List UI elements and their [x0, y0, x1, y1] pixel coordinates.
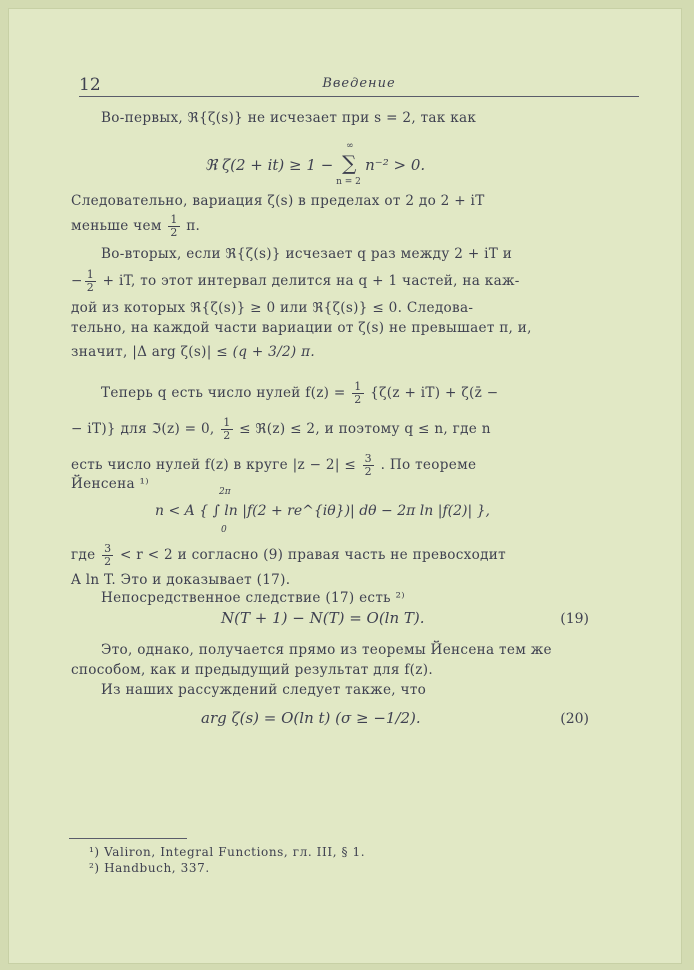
frac-num: 3	[104, 542, 112, 555]
frac-num: 3	[364, 452, 372, 465]
text-span: . По теореме	[380, 457, 477, 473]
text-span: − iT)} для ℑ(z) = 0,	[71, 421, 215, 437]
frac-den: 2	[104, 555, 112, 568]
text-line: Это, однако, получается прямо из теоремы Йенсена тем же	[101, 642, 552, 658]
text-span: есть число нулей f(z) в круге |z − 2| ≤	[71, 457, 357, 473]
text-line	[71, 214, 200, 239]
fraction-three-halves	[102, 543, 113, 568]
sum-lower: n = 2	[336, 177, 361, 187]
frac-den: 2	[86, 281, 95, 294]
equation-number-19: (19)	[560, 611, 589, 627]
text-line: A ln T. Это и доказывает (17).	[71, 572, 291, 588]
equation-number-20: (20)	[560, 711, 589, 727]
frac-num: 1	[223, 416, 231, 429]
page-header	[79, 75, 639, 99]
running-head: Введение	[322, 76, 396, 91]
summation-sign: ∑ ∞ n = 2	[336, 141, 361, 187]
fraction-half	[221, 417, 232, 442]
text-span: Следовательно, вариация ζ(s) в пределах от 2 до 2 + iT	[71, 193, 485, 209]
text-line: − $\frac{1}{2}$ + iT, то этот интервал делится на q + 1 частей, на каж-	[71, 268, 520, 294]
equation-19: N(T + 1) − N(T) = O(ln T).	[221, 609, 425, 627]
integral-upper: 2π	[219, 487, 231, 497]
eq1-tail: n⁻² > 0.	[365, 156, 426, 174]
fraction-half	[352, 381, 363, 406]
page-number: 12	[79, 75, 101, 95]
text-line: Во-первых, ℜ{ζ(s)} не исчезает при s = 2, так как	[101, 110, 477, 126]
text-line	[71, 417, 491, 442]
text-span: значит, |Δ arg ζ(s)| ≤	[71, 344, 228, 360]
integral-lower: 0	[221, 525, 227, 535]
equation-20: arg ζ(s) = O(ln t) (σ ≥ −1/2).	[201, 709, 421, 727]
text-line	[71, 543, 506, 568]
text-span: ≤ ℜ(z) ≤ 2, и поэтому q ≤ n, где n	[239, 421, 491, 437]
frac-num: 1	[354, 380, 362, 393]
jensen-equation	[155, 487, 490, 535]
jensen-body: n < A { ∫ ln |f(2 + re^{iθ})| dθ − 2π ln |f(2)| },	[155, 503, 490, 519]
frac-den: 2	[354, 393, 362, 406]
text-line: Йенсена ¹⁾	[71, 476, 149, 492]
frac-num: 1	[86, 268, 95, 281]
fraction-half	[85, 269, 96, 294]
text-span: π.	[186, 218, 201, 234]
text-line: Из наших рассуждений следует также, что	[101, 682, 427, 698]
eq1-body: ℜ ζ(2 + it) ≥ 1 −	[205, 156, 334, 174]
text-span: + iT, то этот интервал делится на q + 1 частей, на каж-	[102, 273, 520, 289]
text-span: где	[71, 547, 96, 563]
frac-den: 2	[223, 429, 231, 442]
frac-den: 2	[170, 226, 178, 239]
footnote-2: ²) Handbuch, 337.	[89, 861, 210, 875]
text-line: дой из которых ℜ{ζ(s)} ≥ 0 или ℜ{ζ(s)} ≤ 0. Следова-	[71, 300, 474, 316]
text-span: Теперь q есть число нулей f(z) =	[101, 385, 346, 401]
text-line	[71, 343, 315, 361]
frac-num: 1	[170, 213, 178, 226]
text-line: способом, как и предыдущий результат для f(z).	[71, 662, 433, 678]
footnote-rule	[69, 838, 187, 839]
fraction-three-halves	[363, 453, 374, 478]
equation-1	[205, 141, 426, 187]
text-line: Непосредственное следствие (17) есть ²⁾	[101, 590, 405, 606]
footnote-1: ¹) Valiron, Integral Functions, гл. III, § 1.	[89, 845, 366, 859]
header-rule	[79, 96, 639, 97]
fraction-half	[168, 214, 179, 239]
frac-den: 2	[364, 465, 372, 478]
book-page	[8, 8, 682, 964]
text-line: Во-вторых, если ℜ{ζ(s)} исчезает q раз между 2 + iT и	[101, 246, 513, 262]
text-line	[71, 192, 637, 210]
inline-formula: (q + 3/2) π.	[232, 344, 316, 360]
text-span: меньше чем	[71, 218, 162, 234]
text-span: < r < 2 и согласно (9) правая часть не превосходит	[120, 547, 506, 563]
text-line: тельно, на каждой части вариации от ζ(s) не превышает π, и,	[71, 320, 532, 336]
text-span: {ζ(z + iT) + ζ(z̄ −	[370, 385, 499, 401]
text-line	[101, 381, 498, 406]
sum-upper: ∞	[346, 141, 354, 151]
